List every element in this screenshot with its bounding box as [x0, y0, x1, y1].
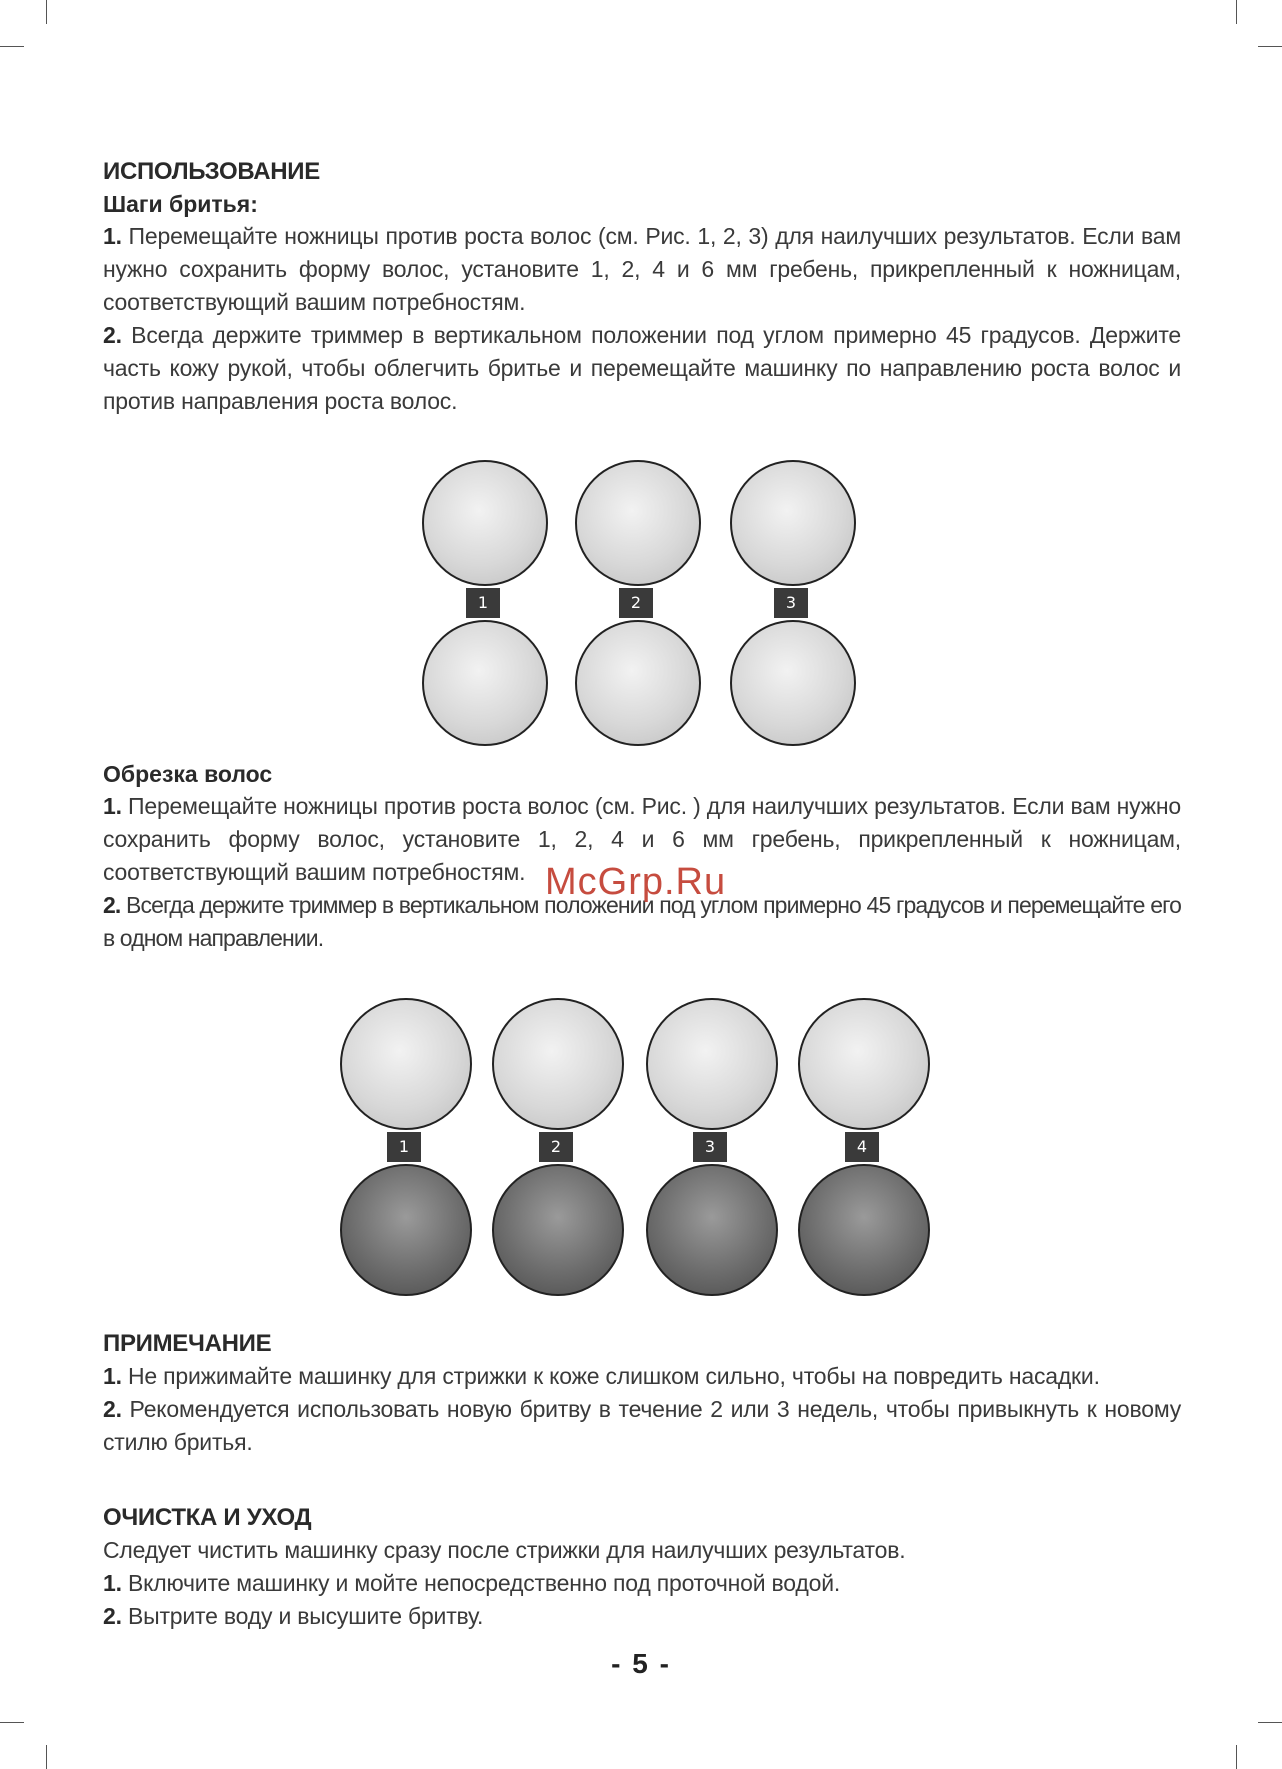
- usage-item-1: [103, 220, 1181, 319]
- shaving-figure: [410, 458, 870, 750]
- note-section: [103, 1328, 1181, 1459]
- note-heading: ПРИМЕЧАНИЕ: [103, 1330, 272, 1357]
- shaving-photo-1-top: [422, 460, 548, 586]
- item-number: 1.: [103, 1363, 122, 1389]
- care-item-1: [103, 1567, 1181, 1600]
- usage-section: [103, 156, 1181, 418]
- shaving-photo-1-bottom: [422, 620, 548, 746]
- crop-mark: [1236, 0, 1237, 24]
- item-number: 1.: [103, 1570, 122, 1596]
- note-item-2: [103, 1393, 1181, 1459]
- page-number: - 5 -: [611, 1648, 671, 1679]
- crop-mark: [1258, 1722, 1282, 1723]
- care-item-2: [103, 1600, 1181, 1633]
- care-section: [103, 1502, 1181, 1633]
- shaving-steps-subheading: Шаги бритья:: [103, 191, 258, 217]
- item-number: 2.: [103, 1396, 122, 1422]
- shaving-photo-2-bottom: [575, 620, 701, 746]
- shaving-photo-2-top: [575, 460, 701, 586]
- item-text: Перемещайте ножницы против роста волос (см. Рис. ) для наилучших результатов. Если вам нужно сохранить форму волос, установите 1, 2, 4 и 6 мм гребень, прикрепленный к ножницам, соответствующий вашим потребностям.: [103, 793, 1181, 885]
- care-heading: ОЧИСТКА И УХОД: [103, 1504, 312, 1531]
- male-face-photo-2: [492, 1164, 624, 1296]
- crop-mark: [46, 1745, 47, 1769]
- item-text: Всегда держите триммер в вертикальном положении под углом примерно 45 градусов и перемещайте его в одном направлении.: [103, 892, 1181, 951]
- male-face-photo-1: [340, 1164, 472, 1296]
- note-item-1: [103, 1360, 1181, 1393]
- watermark: McGrp.Ru: [545, 861, 727, 903]
- figure-label-1: 1: [387, 1132, 421, 1162]
- female-face-photo-3: [646, 998, 778, 1130]
- care-intro: Следует чистить машинку сразу после стрижки для наилучших результатов.: [103, 1537, 906, 1563]
- male-face-photo-4: [798, 1164, 930, 1296]
- usage-item-2: [103, 319, 1181, 418]
- shaving-photo-3-top: [730, 460, 856, 586]
- item-text: Рекомендуется использовать новую бритву в течение 2 или 3 недель, чтобы привыкнуть к новому стилю бритья.: [103, 1396, 1181, 1455]
- item-number: 2.: [103, 892, 121, 918]
- item-text: Не прижимайте машинку для стрижки к коже слишком сильно, чтобы на повредить насадки.: [121, 1363, 1100, 1389]
- usage-heading: ИСПОЛЬЗОВАНИЕ: [103, 158, 320, 185]
- crop-mark: [1236, 1745, 1237, 1769]
- figure-label-3: 3: [693, 1132, 727, 1162]
- trim-section: [103, 758, 1181, 955]
- female-face-photo-1: [340, 998, 472, 1130]
- crop-mark: [1258, 46, 1282, 47]
- male-face-photo-3: [646, 1164, 778, 1296]
- item-number: 2.: [103, 322, 122, 348]
- female-face-photo-4: [798, 998, 930, 1130]
- trimming-figure: [336, 994, 946, 1304]
- figure-label-2: 2: [539, 1132, 573, 1162]
- crop-mark: [0, 46, 24, 47]
- shaving-photo-3-bottom: [730, 620, 856, 746]
- crop-mark: [46, 0, 47, 24]
- item-number: 2.: [103, 1603, 122, 1629]
- figure-label-1: 1: [466, 588, 500, 618]
- figure-label-2: 2: [619, 588, 653, 618]
- figure-label-3: 3: [774, 588, 808, 618]
- crop-mark: [0, 1722, 24, 1723]
- item-text: Включите машинку и мойте непосредственно под проточной водой.: [121, 1570, 841, 1596]
- item-text: Перемещайте ножницы против роста волос (см. Рис. 1, 2, 3) для наилучших результатов. Если вам нужно сохранить форму волос, установите 1, 2, 4 и 6 мм гребень, прикрепленный к ножницам, соответствующий вашим потребностям.: [103, 223, 1181, 315]
- item-text: Вытрите воду и высушите бритву.: [121, 1603, 484, 1629]
- item-number: 1.: [103, 793, 122, 819]
- trim-subheading: Обрезка волос: [103, 761, 273, 787]
- item-number: 1.: [103, 223, 122, 249]
- female-face-photo-2: [492, 998, 624, 1130]
- figure-label-4: 4: [845, 1132, 879, 1162]
- item-text: Всегда держите триммер в вертикальном положении под углом примерно 45 градусов. Держите часть кожу рукой, чтобы облегчить бритье и перемещайте машинку по направлению роста волос и против направления роста волос.: [103, 322, 1181, 414]
